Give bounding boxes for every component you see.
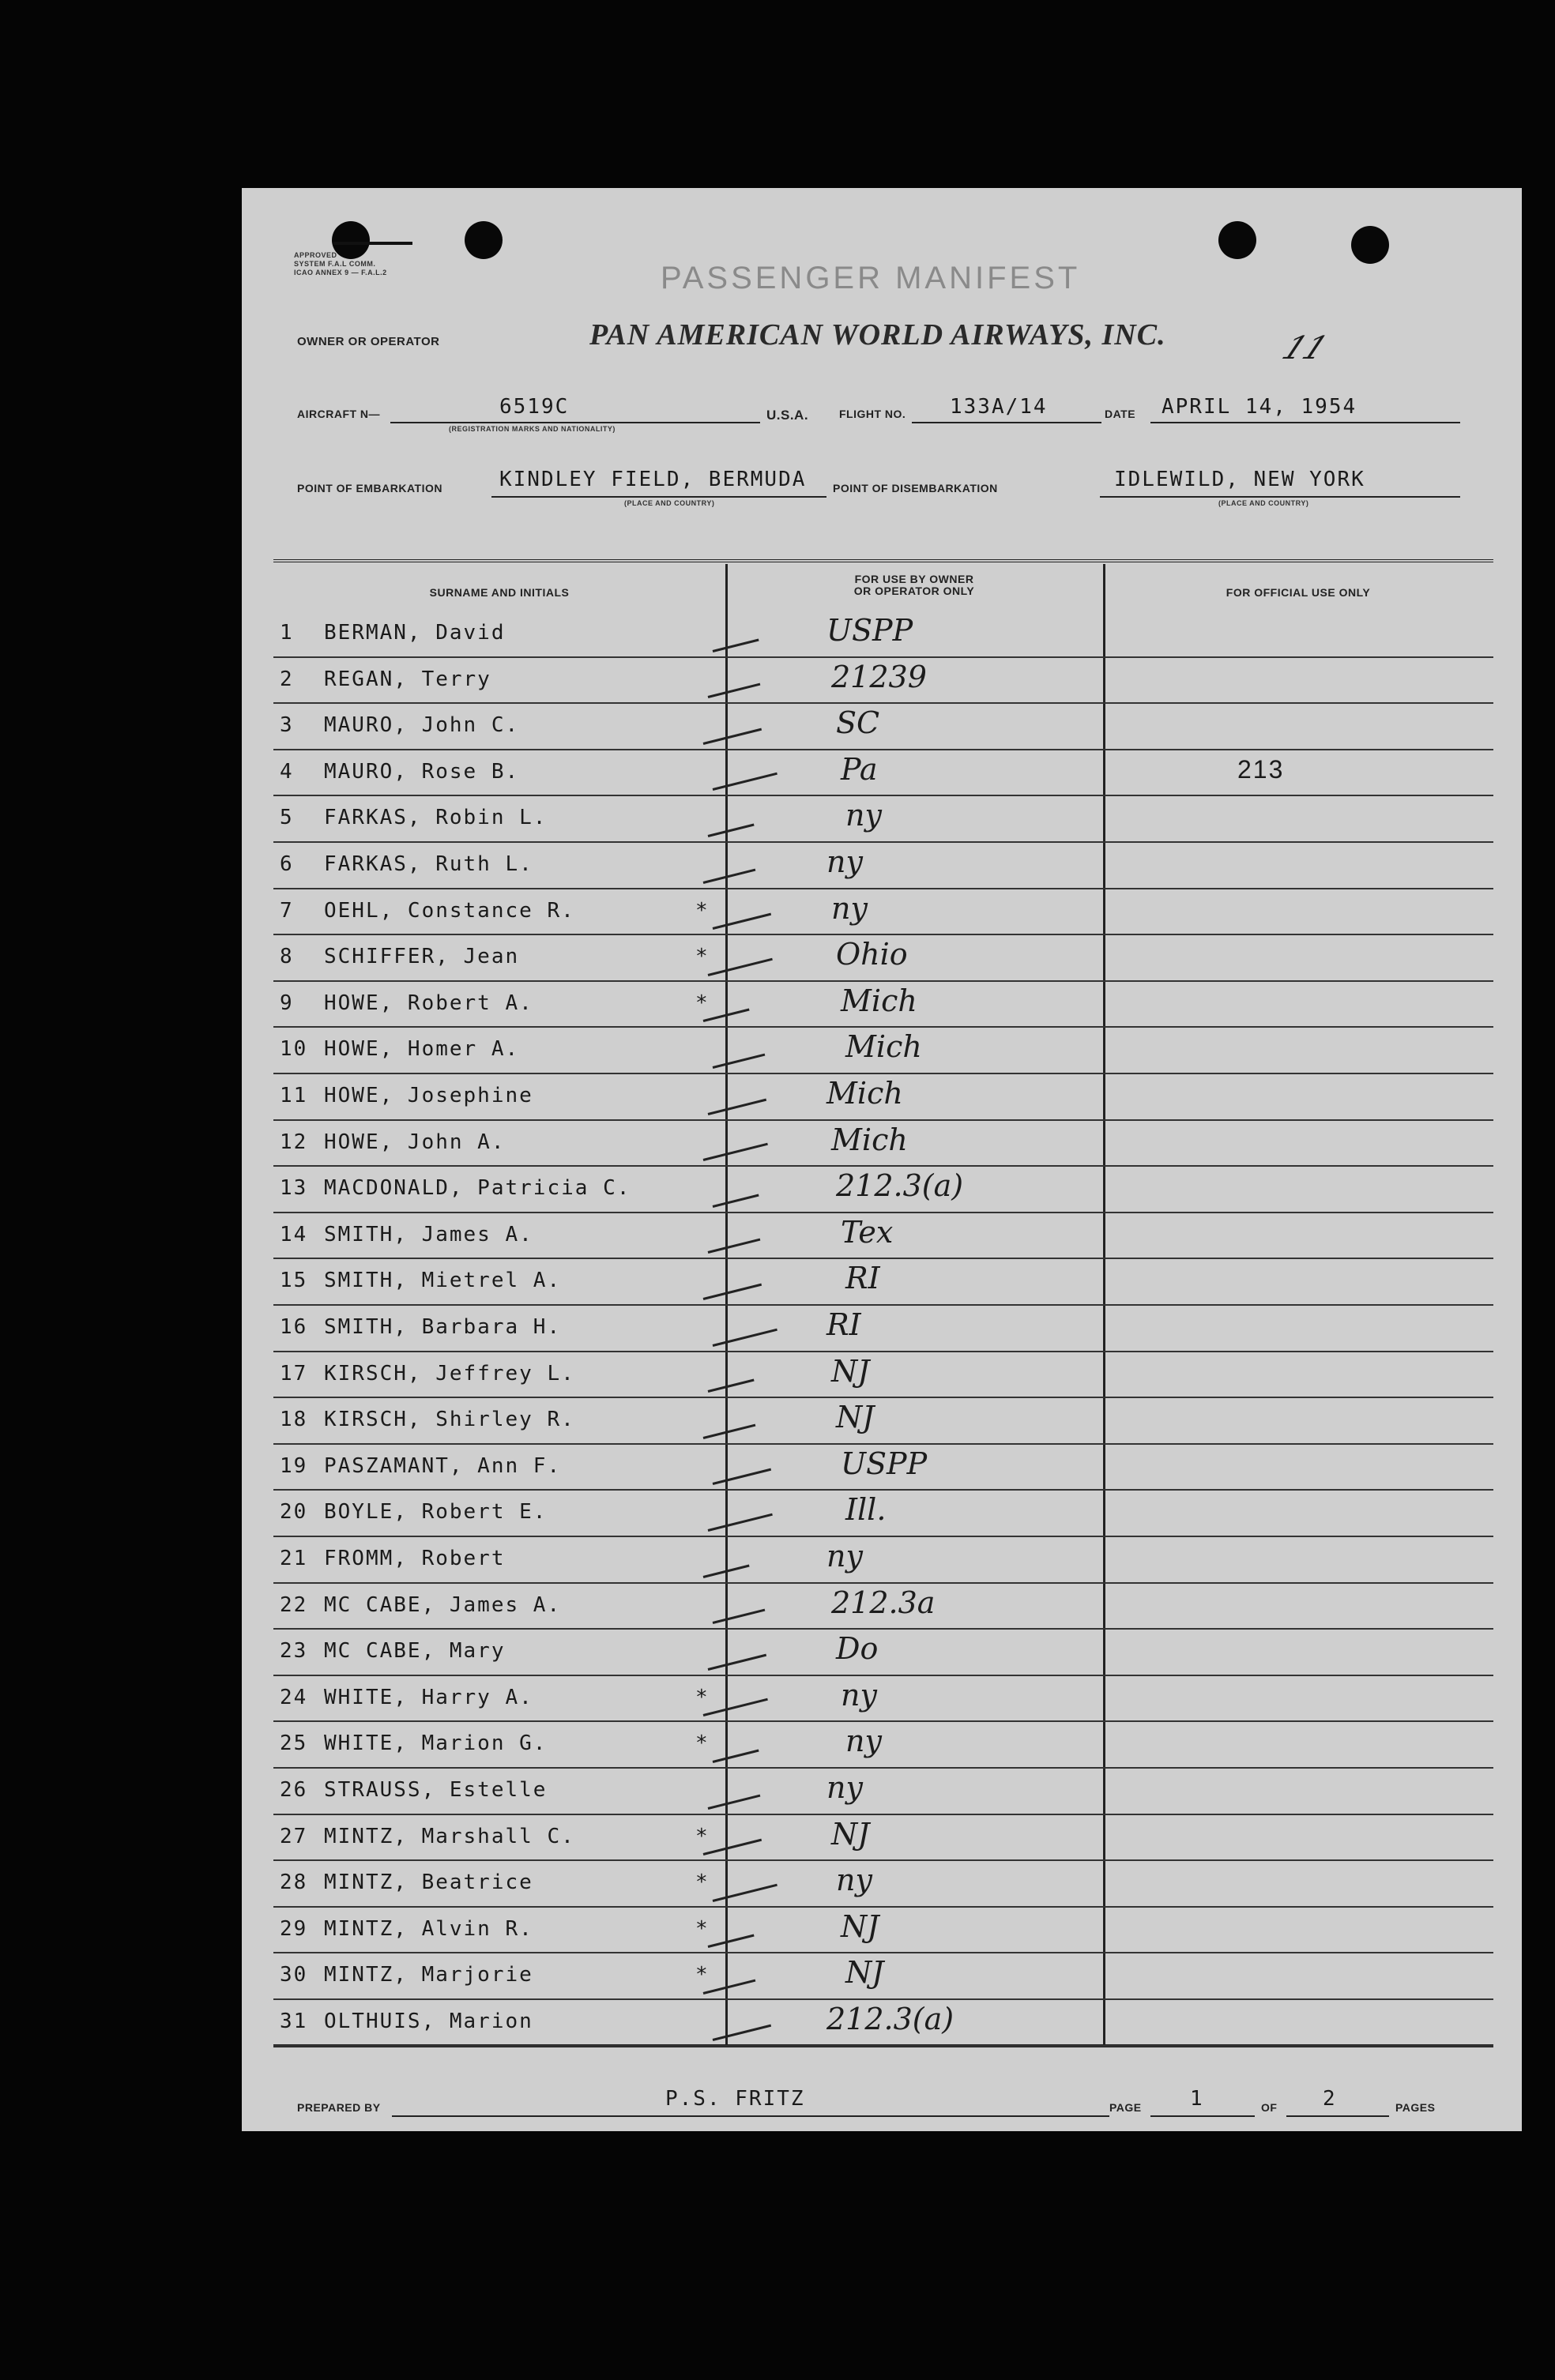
handwritten-note: ny <box>845 1724 882 1759</box>
row-number: 17 <box>280 1361 308 1386</box>
corner-mark: 11 <box>1276 330 1334 367</box>
row-asterisk: * <box>695 1963 710 1987</box>
row-number: 2 <box>280 667 294 691</box>
check-stroke <box>703 1143 768 1161</box>
passenger-name: FROMM, Robert <box>324 1547 506 1570</box>
row-asterisk: * <box>695 1871 710 1895</box>
table-row <box>242 750 1522 797</box>
passenger-name: WHITE, Marion G. <box>324 1731 548 1756</box>
handwritten-note: RI <box>826 1307 861 1342</box>
check-stroke <box>708 1653 766 1670</box>
handwritten-note: NJ <box>836 1400 875 1435</box>
check-stroke <box>713 1194 759 1207</box>
passenger-name: KIRSCH, Shirley R. <box>324 1408 575 1432</box>
passenger-name: SMITH, Mietrel A. <box>324 1269 562 1293</box>
registration-caption: (REGISTRATION MARKS AND NATIONALITY) <box>449 425 616 433</box>
handwritten-note: Ill. <box>845 1492 887 1528</box>
passenger-name: MINTZ, Marshall C. <box>324 1824 575 1848</box>
passenger-name: HOWE, Josephine <box>324 1084 533 1107</box>
row-asterisk: * <box>695 991 710 1015</box>
row-asterisk: * <box>695 945 710 969</box>
passenger-name: PASZAMANT, Ann F. <box>324 1453 562 1478</box>
check-stroke <box>713 2024 771 2040</box>
ink-smudge <box>333 242 412 245</box>
page-total: 2 <box>1323 2087 1337 2111</box>
page-number: 1 <box>1190 2087 1204 2111</box>
country-label: U.S.A. <box>766 408 809 423</box>
check-stroke <box>708 1934 755 1948</box>
handwritten-note: ny <box>845 798 882 833</box>
embarkation-label: POINT OF EMBARKATION <box>297 482 442 494</box>
handwritten-note: ny <box>841 1677 877 1713</box>
table-row <box>242 1167 1522 1213</box>
handwritten-note: NJ <box>841 1908 879 1944</box>
table-row <box>242 1537 1522 1584</box>
pages-label: PAGES <box>1395 2101 1436 2114</box>
table-row <box>242 1722 1522 1769</box>
passenger-name: SMITH, Barbara H. <box>324 1315 562 1339</box>
check-stroke <box>708 1513 773 1532</box>
handwritten-note: Tex <box>841 1214 894 1250</box>
check-stroke <box>703 1284 762 1300</box>
table-row <box>242 1445 1522 1491</box>
handwritten-note: 212.3(a) <box>836 1168 964 1204</box>
table-row <box>242 1074 1522 1121</box>
row-number: 26 <box>280 1778 308 1802</box>
col-header-official: FOR OFFICIAL USE ONLY <box>1226 586 1371 599</box>
handwritten-note: ny <box>826 1770 863 1805</box>
row-number: 27 <box>280 1824 308 1848</box>
handwritten-note: ny <box>831 890 868 926</box>
row-number: 20 <box>280 1500 308 1525</box>
passenger-name: SCHIFFER, Jean <box>324 945 520 969</box>
check-stroke <box>703 1564 750 1577</box>
check-stroke <box>713 1884 778 1902</box>
row-number: 11 <box>280 1084 308 1107</box>
page-label: PAGE <box>1109 2101 1142 2114</box>
check-stroke <box>703 1698 768 1716</box>
flight-label: FLIGHT NO. <box>839 408 906 420</box>
passenger-name: HOWE, Homer A. <box>324 1037 520 1062</box>
passenger-name: HOWE, Robert A. <box>324 991 533 1015</box>
handwritten-note: Mich <box>841 983 917 1018</box>
passenger-name: MC CABE, Mary <box>324 1639 506 1664</box>
handwritten-note: Do <box>836 1631 879 1667</box>
check-stroke <box>713 1328 778 1346</box>
table-row <box>242 982 1522 1028</box>
table-row <box>242 611 1522 658</box>
table-row <box>242 1630 1522 1676</box>
row-asterisk: * <box>695 1916 710 1941</box>
table-row <box>242 1259 1522 1306</box>
row-number: 3 <box>280 713 294 738</box>
passenger-name: MACDONALD, Patricia C. <box>324 1176 631 1201</box>
passenger-name: KIRSCH, Jeffrey L. <box>324 1361 575 1386</box>
row-number: 21 <box>280 1547 308 1570</box>
passenger-name: MAURO, Rose B. <box>324 759 520 784</box>
table-row <box>242 1121 1522 1167</box>
flight-date: APRIL 14, 1954 <box>1162 395 1357 419</box>
official-note: 213 <box>1237 754 1285 784</box>
passenger-name: HOWE, John A. <box>324 1130 506 1154</box>
row-asterisk: * <box>695 1731 710 1756</box>
owner-label: OWNER OR OPERATOR <box>297 335 440 348</box>
check-stroke <box>703 1839 762 1855</box>
handwritten-note: ny <box>836 1863 872 1898</box>
check-stroke <box>703 1423 756 1438</box>
table-row <box>242 1491 1522 1537</box>
aircraft-label: AIRCRAFT N— <box>297 408 381 420</box>
table-row <box>242 1306 1522 1352</box>
passenger-name: FARKAS, Ruth L. <box>324 852 533 876</box>
check-stroke <box>713 638 759 652</box>
disembark-caption: (PLACE AND COUNTRY) <box>1218 499 1309 507</box>
row-number: 9 <box>280 991 294 1015</box>
handwritten-note: NJ <box>831 1816 870 1852</box>
check-stroke <box>713 1609 766 1624</box>
table-row <box>242 796 1522 843</box>
passenger-name: MINTZ, Marjorie <box>324 1963 533 1987</box>
handwritten-note: 21239 <box>831 659 927 694</box>
table-row <box>242 1584 1522 1630</box>
disembarkation-point: IDLEWILD, NEW YORK <box>1114 468 1365 491</box>
row-number: 13 <box>280 1176 308 1201</box>
passenger-name: BOYLE, Robert E. <box>324 1500 548 1525</box>
row-rule <box>273 2045 1493 2047</box>
table-row <box>242 843 1522 889</box>
of-label: OF <box>1261 2101 1278 2114</box>
prepared-label: PREPARED BY <box>297 2101 381 2114</box>
row-number: 6 <box>280 852 294 876</box>
passenger-name: MINTZ, Alvin R. <box>324 1916 533 1941</box>
disembarkation-label: POINT OF DISEMBARKATION <box>833 482 998 494</box>
embark-caption: (PLACE AND COUNTRY) <box>624 499 715 507</box>
prepared-by: P.S. FRITZ <box>665 2087 805 2111</box>
table-row <box>242 1769 1522 1815</box>
row-number: 8 <box>280 945 294 969</box>
row-number: 1 <box>280 621 294 645</box>
row-number: 4 <box>280 759 294 784</box>
handwritten-note: Mich <box>826 1076 903 1111</box>
row-number: 25 <box>280 1731 308 1756</box>
table-row <box>242 1213 1522 1260</box>
table-row <box>242 889 1522 936</box>
handwritten-note: Ohio <box>836 937 908 972</box>
check-stroke <box>708 1794 761 1809</box>
check-stroke <box>703 868 756 883</box>
table-top-rule <box>273 559 1493 562</box>
table-row <box>242 1676 1522 1723</box>
col-header-owner: FOR USE BY OWNER OR OPERATOR ONLY <box>853 573 975 597</box>
passenger-name: FARKAS, Robin L. <box>324 806 548 830</box>
check-stroke <box>713 1468 771 1485</box>
punch-hole <box>1218 221 1256 259</box>
table-row <box>242 1028 1522 1074</box>
check-stroke <box>703 1980 756 1995</box>
passenger-name: OEHL, Constance R. <box>324 898 575 923</box>
col-header-name: SURNAME AND INITIALS <box>429 586 570 599</box>
table-row <box>242 1815 1522 1862</box>
check-stroke <box>713 913 771 930</box>
row-asterisk: * <box>695 1824 710 1848</box>
punch-hole <box>1351 226 1389 264</box>
row-number: 10 <box>280 1037 308 1062</box>
row-asterisk: * <box>695 898 710 923</box>
row-number: 30 <box>280 1963 308 1987</box>
passenger-name: WHITE, Harry A. <box>324 1685 533 1709</box>
check-stroke <box>708 683 761 698</box>
handwritten-note: SC <box>836 705 880 741</box>
row-number: 7 <box>280 898 294 923</box>
row-number: 28 <box>280 1871 308 1895</box>
handwritten-note: Pa <box>841 751 878 787</box>
handwritten-note: Mich <box>831 1122 908 1157</box>
passenger-name: BERMAN, David <box>324 621 506 645</box>
passenger-name: MINTZ, Beatrice <box>324 1871 533 1895</box>
row-number: 24 <box>280 1685 308 1709</box>
handwritten-note: Mich <box>845 1029 922 1065</box>
form-title: PASSENGER MANIFEST <box>661 261 1081 295</box>
table-row <box>242 1953 1522 2000</box>
row-number: 12 <box>280 1130 308 1154</box>
passenger-name: REGAN, Terry <box>324 667 491 691</box>
row-number: 15 <box>280 1269 308 1293</box>
handwritten-note: ny <box>826 1539 863 1574</box>
check-stroke <box>708 958 773 976</box>
check-stroke <box>703 728 762 744</box>
check-stroke <box>708 1379 755 1393</box>
row-number: 18 <box>280 1408 308 1432</box>
row-number: 19 <box>280 1453 308 1478</box>
table-row <box>242 935 1522 982</box>
table-row <box>242 2000 1522 2047</box>
handwritten-note: USPP <box>841 1446 928 1481</box>
passenger-name: STRAUSS, Estelle <box>324 1778 548 1802</box>
embarkation-point: KINDLEY FIELD, BERMUDA <box>499 468 807 491</box>
operator-name: PAN AMERICAN WORLD AIRWAYS, INC. <box>589 318 1166 352</box>
punch-hole <box>465 221 503 259</box>
row-number: 22 <box>280 1592 308 1617</box>
row-number: 29 <box>280 1916 308 1941</box>
approval-stamp: APPROVED SYSTEM F.A.L COMM. ICAO ANNEX 9 — F.A.L.2 <box>294 251 387 276</box>
row-number: 31 <box>280 2010 308 2033</box>
row-number: 5 <box>280 806 294 830</box>
manifest-sheet <box>242 188 1522 2131</box>
table-row <box>242 658 1522 705</box>
passenger-name: MAURO, John C. <box>324 713 520 738</box>
row-asterisk: * <box>695 1685 710 1709</box>
handwritten-note: USPP <box>826 613 913 648</box>
passenger-name: MC CABE, James A. <box>324 1592 562 1617</box>
handwritten-note: ny <box>826 844 863 879</box>
check-stroke <box>708 824 755 837</box>
table-row <box>242 1908 1522 1954</box>
passenger-name: SMITH, James A. <box>324 1222 533 1246</box>
flight-number: 133A/14 <box>950 395 1048 419</box>
aircraft-number: 6519C <box>499 395 570 419</box>
passenger-name: OLTHUIS, Marion <box>324 2010 533 2033</box>
handwritten-note: RI <box>845 1261 880 1296</box>
check-stroke <box>708 1239 761 1254</box>
table-row <box>242 704 1522 750</box>
handwritten-note: NJ <box>831 1353 870 1389</box>
handwritten-note: 212.3a <box>831 1585 936 1620</box>
check-stroke <box>713 773 778 791</box>
check-stroke <box>713 1750 759 1763</box>
handwritten-note: 212.3(a) <box>826 2002 954 2036</box>
check-stroke <box>703 1009 750 1022</box>
date-label: DATE <box>1105 408 1136 420</box>
row-number: 16 <box>280 1315 308 1339</box>
table-row <box>242 1861 1522 1908</box>
row-number: 14 <box>280 1222 308 1246</box>
check-stroke <box>713 1054 766 1069</box>
table-row <box>242 1352 1522 1399</box>
check-stroke <box>708 1098 766 1115</box>
handwritten-note: NJ <box>845 1955 884 1991</box>
row-number: 23 <box>280 1639 308 1664</box>
table-row <box>242 1398 1522 1445</box>
